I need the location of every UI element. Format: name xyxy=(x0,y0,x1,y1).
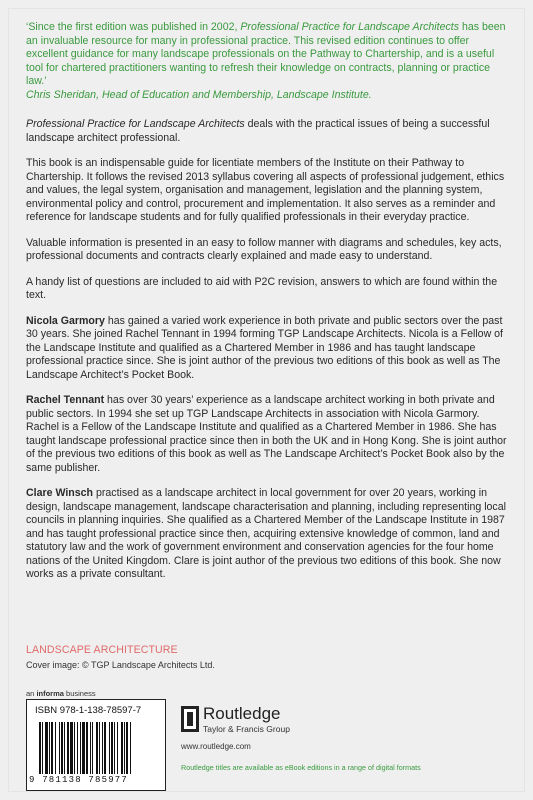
publisher-url[interactable]: www.routledge.com xyxy=(181,742,251,751)
barcode-bar xyxy=(130,722,131,774)
barcode-bar xyxy=(55,722,56,774)
routledge-logo-icon xyxy=(181,706,199,732)
barcode-bar xyxy=(42,722,43,774)
cover-text xyxy=(26,21,512,582)
author-bio-end: also by the same publisher. xyxy=(26,448,505,474)
features-paragraph: Valuable information is presented in an easy to follow manner with diagrams and schedules, key acts, professional documents and contracts clearly explained and made easy to understand. xyxy=(26,236,502,262)
isbn-number: ISBN 978-1-138-78597-7 xyxy=(35,705,142,716)
publisher-name: Routledge xyxy=(203,704,281,723)
quote-attribution: Chris Sheridan, Head of Education and Membership, Landscape Institute. xyxy=(26,88,372,101)
intro-paragraph xyxy=(26,118,512,145)
author-name: Clare Winsch xyxy=(26,487,94,499)
barcode-bar xyxy=(51,722,53,774)
barcode-bar xyxy=(124,722,125,774)
publisher-group: Taylor & Francis Group xyxy=(203,724,290,734)
author-book-title: The Landscape Architect’s Pocket Book xyxy=(263,448,451,460)
barcode-bar xyxy=(64,722,65,774)
barcode-bar xyxy=(109,722,110,774)
barcode-bar xyxy=(121,722,123,774)
quote-open: ‘Since the first edition was published in 2002, xyxy=(26,21,241,33)
barcode-bar xyxy=(49,722,50,774)
informa-prefix: an xyxy=(26,689,37,698)
barcode-bar xyxy=(92,722,93,774)
quote-body: has been an invaluable resource for many in professional practice. This revised edition continues to offer excellent guidance for many landscape professionals on the Pathway to Chartership, and is a useful tool for chartered practitioners wanting to refresh their knowledge on contracts, planning or practice law.’ xyxy=(26,21,506,87)
barcode-bar xyxy=(39,722,41,774)
barcode-bar xyxy=(61,722,63,774)
informa-brand: informa xyxy=(36,689,64,698)
ebook-note: Routledge titles are available as eBook editions in a range of digital formats xyxy=(181,763,421,772)
barcode-bar xyxy=(90,722,91,774)
barcode-digits: 9 781138 785977 xyxy=(29,775,129,785)
barcode-bar xyxy=(67,722,69,774)
endorsement-quote xyxy=(26,21,512,102)
barcode-bar xyxy=(86,722,88,774)
barcode-bar xyxy=(102,722,103,774)
isbn-barcode xyxy=(26,699,166,791)
barcode-bar xyxy=(82,722,85,774)
author-name: Nicola Garmory xyxy=(26,314,105,327)
barcode-bar xyxy=(77,722,78,774)
author-bio-tennant xyxy=(26,394,512,475)
subject-category: LANDSCAPE ARCHITECTURE xyxy=(26,644,178,656)
barcode-bar xyxy=(45,722,48,774)
author-name: Rachel Tennant xyxy=(26,394,105,406)
barcode-bar xyxy=(126,722,128,774)
barcode-bar xyxy=(96,722,98,774)
description-paragraph: This book is an indispensable guide for licentiate members of the Institute on their Pathway to Chartership. It follows the revised 2013 syllabus covering all aspects of professional judgement, ethics and values, the legal system, organisation and management, legislation and the planning system, environmental policy and control, procurement and implementation. It also serves as a reminder and reference for landscape students and for fully qualified professionals in their everyday practice. xyxy=(26,157,505,223)
intro-text: deals with the practical issues of being a successful landscape architect professional. xyxy=(26,118,490,144)
barcode-bar xyxy=(117,722,118,774)
barcode-bar xyxy=(104,722,106,774)
author-bio-winsch xyxy=(26,487,512,582)
intro-book-title: Professional Practice for Landscape Architects xyxy=(26,118,245,130)
author-bio-text: practised as a landscape architect in local government for over 20 years, working in design, landscape management, landscape characterisation and planning, including representing local councils in planning inquiries. She qualified as a Chartered Member of the Landscape Institute in 1987 and has taught professional practice since then, acquiring extensive knowledge of common, land and statutory law and the work of government environment and conservation agencies for the four home nations of the United Kingdom. Clare is joint author of the previous two editions of this book. She now works as a private consultant. xyxy=(26,487,506,580)
questions-paragraph: A handy list of questions are included to aid with P2C revision, answers to which are found within the text. xyxy=(26,275,498,301)
barcode-bar xyxy=(70,722,73,774)
barcode-bars xyxy=(39,722,159,776)
barcode-bar xyxy=(74,722,75,774)
author-book-title: The Landscape Architect’s Pocket Book xyxy=(26,355,501,381)
author-bio-text: has gained a varied work experience in both private and public sectors over the past 30 years. She joined Rachel Tennant in 1994 forming TGP Landscape Architects. Nicola is a Fellow of the Landscape Institute and qualified as a Chartered Member in 1986 and has taught landscape professional practice since. She is joint author of the previous two editions of this book as well as xyxy=(26,314,503,367)
cover-image-credit: Cover image: © TGP Landscape Architects Ltd. xyxy=(26,660,215,670)
author-bio-garmory xyxy=(26,315,512,383)
barcode-bar xyxy=(114,722,115,774)
barcode-bar xyxy=(99,722,100,774)
barcode-bar xyxy=(111,722,113,774)
informa-suffix: business xyxy=(63,689,96,698)
informa-tagline xyxy=(26,689,96,698)
barcode-bar xyxy=(59,722,60,774)
barcode-bar xyxy=(80,722,81,774)
author-bio-end: . xyxy=(191,368,195,381)
quote-book-title: Professional Practice for Landscape Architects xyxy=(240,21,460,33)
author-bio-text: has over 30 years’ experience as a landscape architect working in both private and public sectors. In 1994 she set up TGP Landscape Architects in association with Nicola Garmory. Rachel is a Fellow of the Landscape Institute and qualified as a Chartered Member in 1986. She has taught landscape professional practice since then in both the UK and in Hong Kong. She is joint author of the previous two editions of this book as well as xyxy=(26,394,507,460)
